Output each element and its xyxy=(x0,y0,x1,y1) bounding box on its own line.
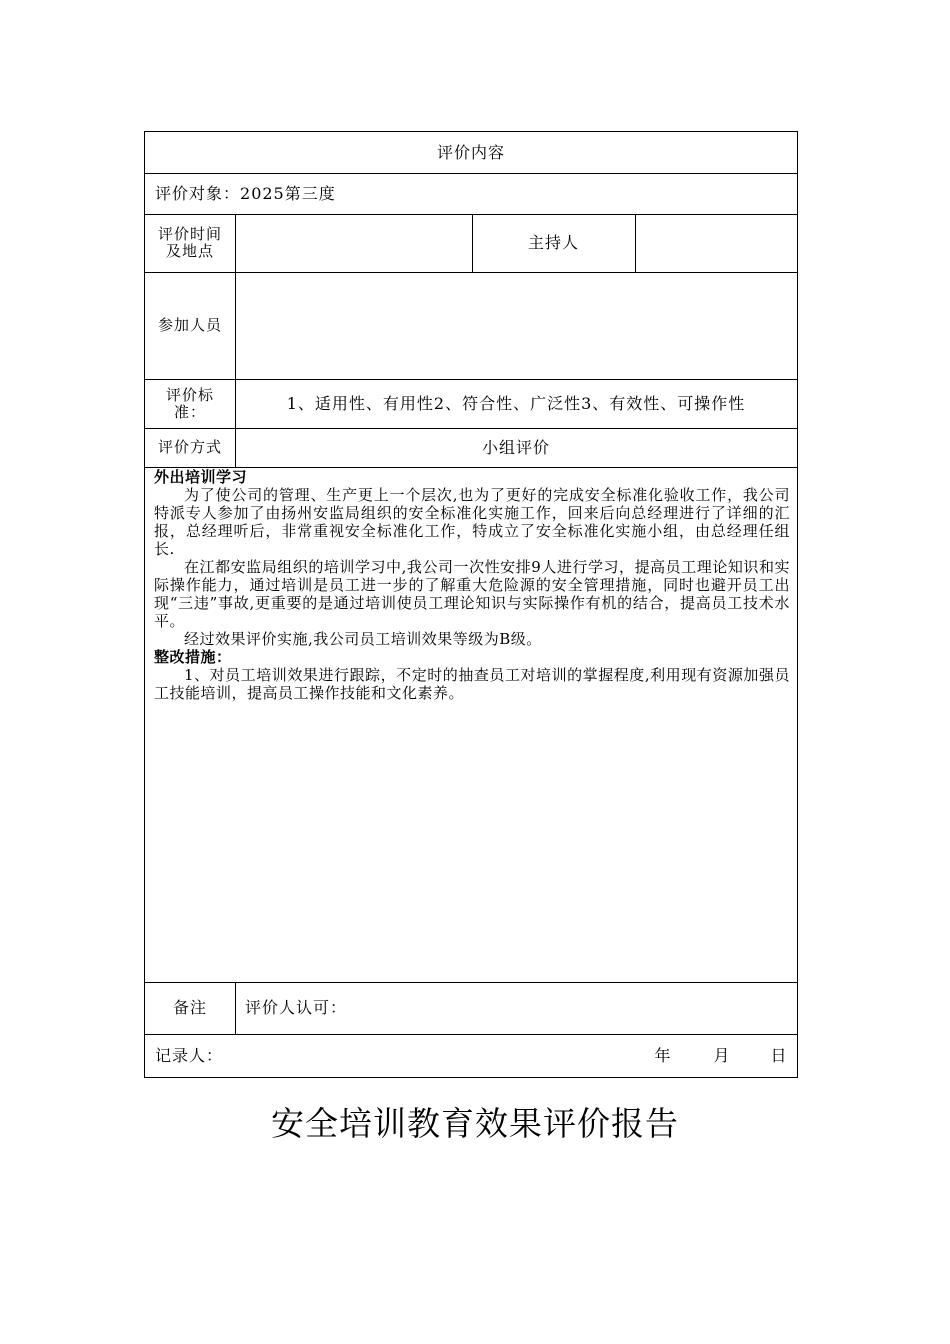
time-place-value[interactable] xyxy=(235,214,472,272)
method-label: 评价方式 xyxy=(157,438,222,456)
section-heading-training: 外出培训学习 xyxy=(154,468,248,486)
criteria-label: 评价标准： xyxy=(165,385,214,421)
body-paragraph: 为了使公司的管理、生产更上一个层次,也为了更好的完成安全标准化验收工作，我公司特派专人参加了由扬州安监局组织的安全标准化实施工作，回来后向总经理进行了详细的汇报，总经理听后，非常重视安全标准化工作，特成立了安全标准化实施小组，由总经理任组长. xyxy=(154,486,790,558)
criteria-value: 1、适用性、有用性2、符合性、广泛性3、有效性、可操作性 xyxy=(286,393,746,413)
date-month: 月 xyxy=(713,1045,731,1065)
evaluation-body xyxy=(154,468,790,702)
subject-row xyxy=(145,173,797,214)
date-day: 日 xyxy=(770,1045,788,1065)
time-place-label: 评价时间及地点 xyxy=(157,225,222,260)
host-value[interactable] xyxy=(635,214,797,272)
evaluation-form xyxy=(144,131,798,1078)
recorder-label: 记录人： xyxy=(155,1045,224,1065)
date-year: 年 xyxy=(654,1045,672,1065)
body-paragraph: 经过效果评价实施,我公司员工培训效果等级为B级。 xyxy=(184,630,542,648)
subject-label: 评价对象： xyxy=(155,183,241,203)
participants-label: 参加人员 xyxy=(157,316,222,334)
subject-value: 2025第三度 xyxy=(240,183,336,203)
section-heading-rectification: 整改措施： xyxy=(154,648,232,666)
body-paragraph: 1、对员工培训效果进行跟踪，不定时的抽查员工对培训的掌握程度,利用现有资源加强员工技能培训，提高员工操作技能和文化素养。 xyxy=(154,666,790,702)
host-label: 主持人 xyxy=(527,233,579,252)
document-title: 安全培训教育效果评价报告 xyxy=(271,1104,679,1143)
remarks-label: 备注 xyxy=(172,998,207,1017)
method-value: 小组评价 xyxy=(481,437,550,457)
form-header: 评价内容 xyxy=(436,142,505,162)
participants-value[interactable] xyxy=(235,272,797,379)
body-paragraph: 在江都安监局组织的培训学习中,我公司一次性安排9人进行学习，提高员工理论知识和实际操作能力，通过培训是员工进一步的了解重大危险源的安全管理措施，同时也避开员工出现“三违”事故,更重要的是通过培训使员工理论知识与实际操作有机的结合，提高员工技术水平。 xyxy=(154,558,790,630)
remarks-value: 评价人认可： xyxy=(245,998,348,1017)
